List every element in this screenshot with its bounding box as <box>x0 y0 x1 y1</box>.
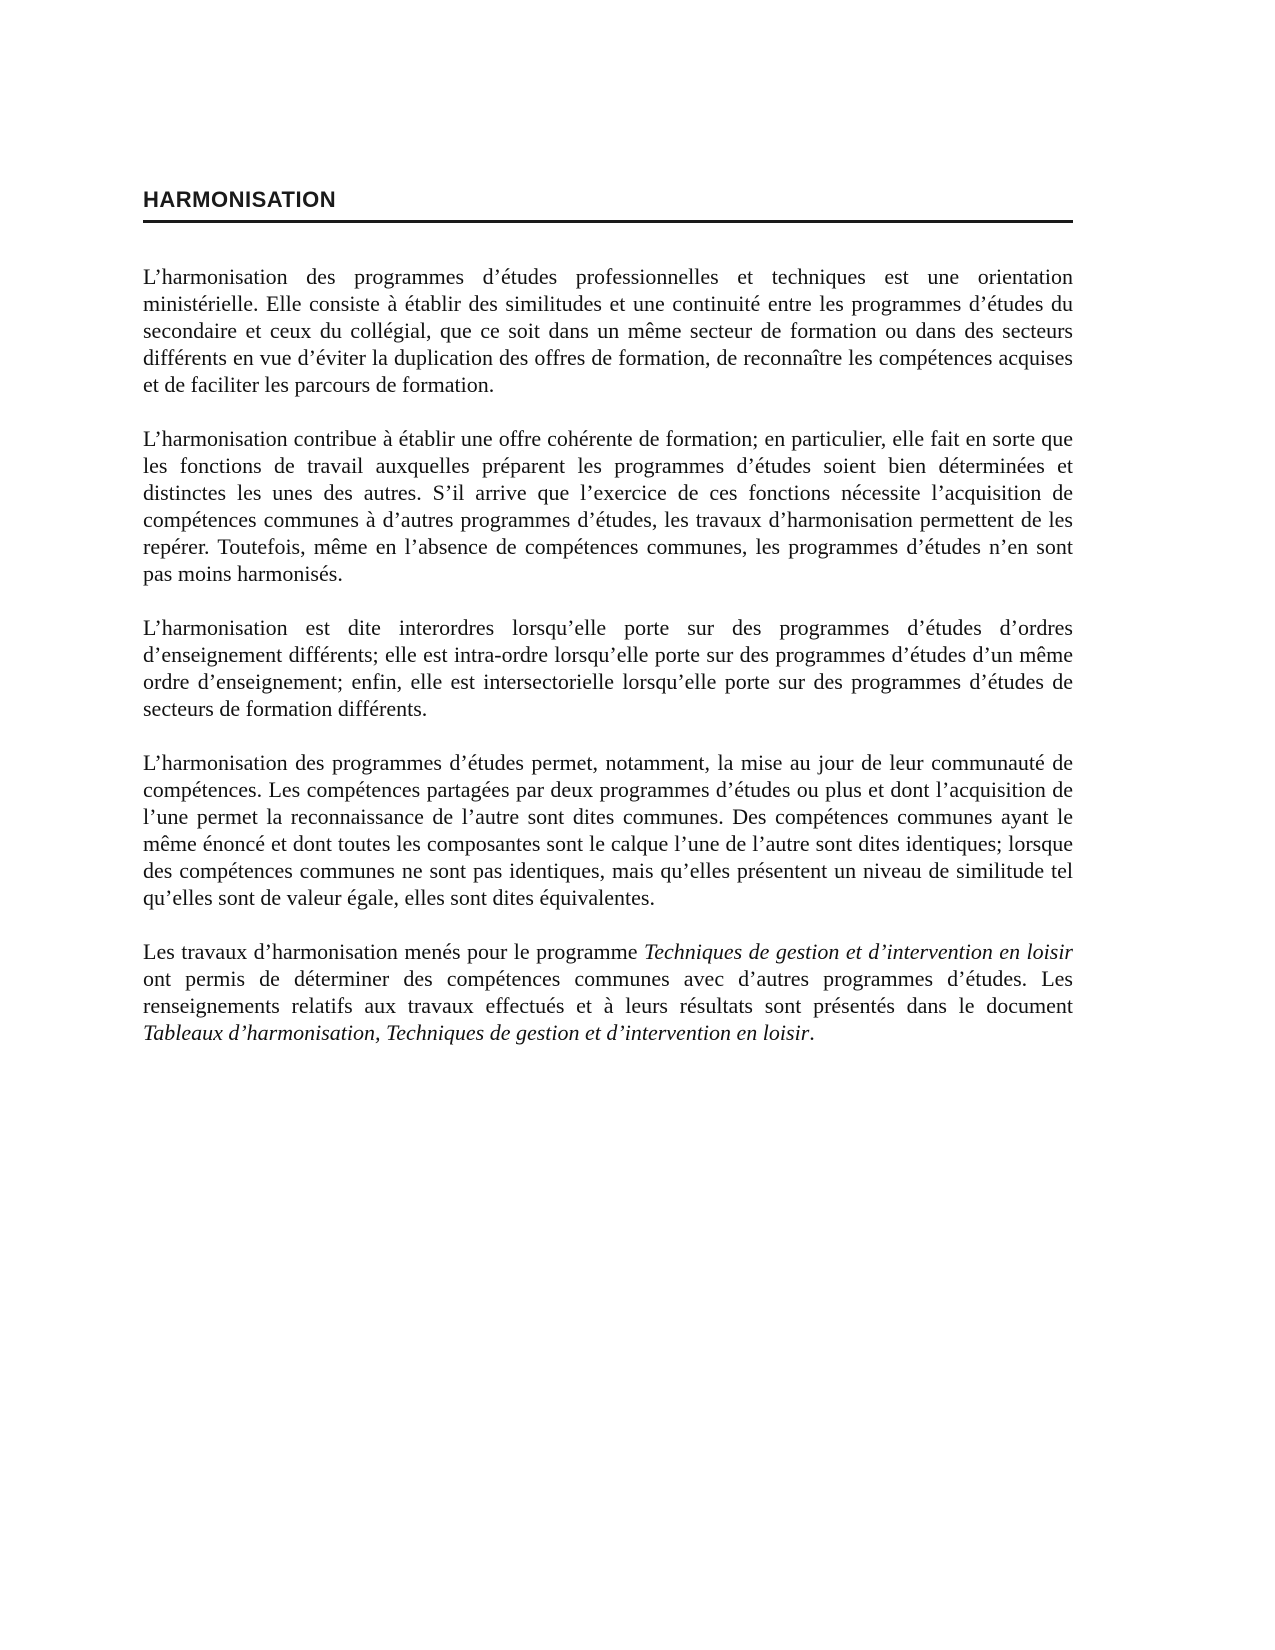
paragraph <box>143 614 1073 722</box>
paragraph <box>143 263 1073 398</box>
text-run: L’harmonisation des programmes d’études permet, notamment, la mise au jour de leur communauté de compétences. Les compétences partagées par deux programmes d’études ou plus et dont l’acquisition de l’une permet la reconnaissance de l’autre sont dites communes. Des compétences communes ayant le même énoncé et dont toutes les composantes sont le calque l’une de l’autre sont dites identiques; lorsque des compétences communes ne sont pas identiques, mais qu’elles présentent un niveau de similitude tel qu’elles sont de valeur égale, elles sont dites équivalentes. <box>143 750 1073 911</box>
page-content <box>143 188 1073 1073</box>
text-run: Les travaux d’harmonisation menés pour le programme <box>143 939 644 965</box>
text-run: . <box>809 1020 815 1046</box>
text-run: L’harmonisation contribue à établir une offre cohérente de formation; en particulier, elle fait en sorte que les fonctions de travail auxquelles préparent les programmes d’études soient bien déterminées et distinctes les unes des autres. S’il arrive que l’exercice de ces fonctions nécessite l’acquisition de compétences communes à d’autres programmes d’études, les travaux d’harmonisation permettent de les repérer. Toutefois, même en l’absence de compétences communes, les programmes d’études n’en sont pas moins harmonisés. <box>143 426 1073 587</box>
paragraph <box>143 938 1073 1046</box>
page-title: HARMONISATION <box>143 187 337 212</box>
text-run: ont permis de déterminer des compétences communes avec d’autres programmes d’études. Les renseignements relatifs aux travaux effectués et à leurs résultats sont présentés dans le document <box>143 966 1073 1019</box>
heading-rule <box>143 220 1073 223</box>
paragraph <box>143 749 1073 911</box>
body-text <box>143 263 1073 1046</box>
italic-text-run: Tableaux d’harmonisation, Techniques de gestion et d’intervention en loisir <box>143 1020 810 1046</box>
paragraph <box>143 425 1073 587</box>
text-run: L’harmonisation des programmes d’études professionnelles et techniques est une orientation ministérielle. Elle consiste à établir des similitudes et une continuité entre les programmes d’études du secondaire et ceux du collégial, que ce soit dans un même secteur de formation ou dans des secteurs différents en vue d’éviter la duplication des offres de formation, de reconnaître les compétences acquises et de faciliter les parcours de formation. <box>143 264 1073 398</box>
text-run: L’harmonisation est dite interordres lorsqu’elle porte sur des programmes d’études d’ordres d’enseignement différents; elle est intra-ordre lorsqu’elle porte sur des programmes d’études d’un même ordre d’enseignement; enfin, elle est intersectorielle lorsqu’elle porte sur des programmes d’études de secteurs de formation différents. <box>143 615 1073 722</box>
italic-text-run: Techniques de gestion et d’intervention en loisir <box>643 939 1073 965</box>
